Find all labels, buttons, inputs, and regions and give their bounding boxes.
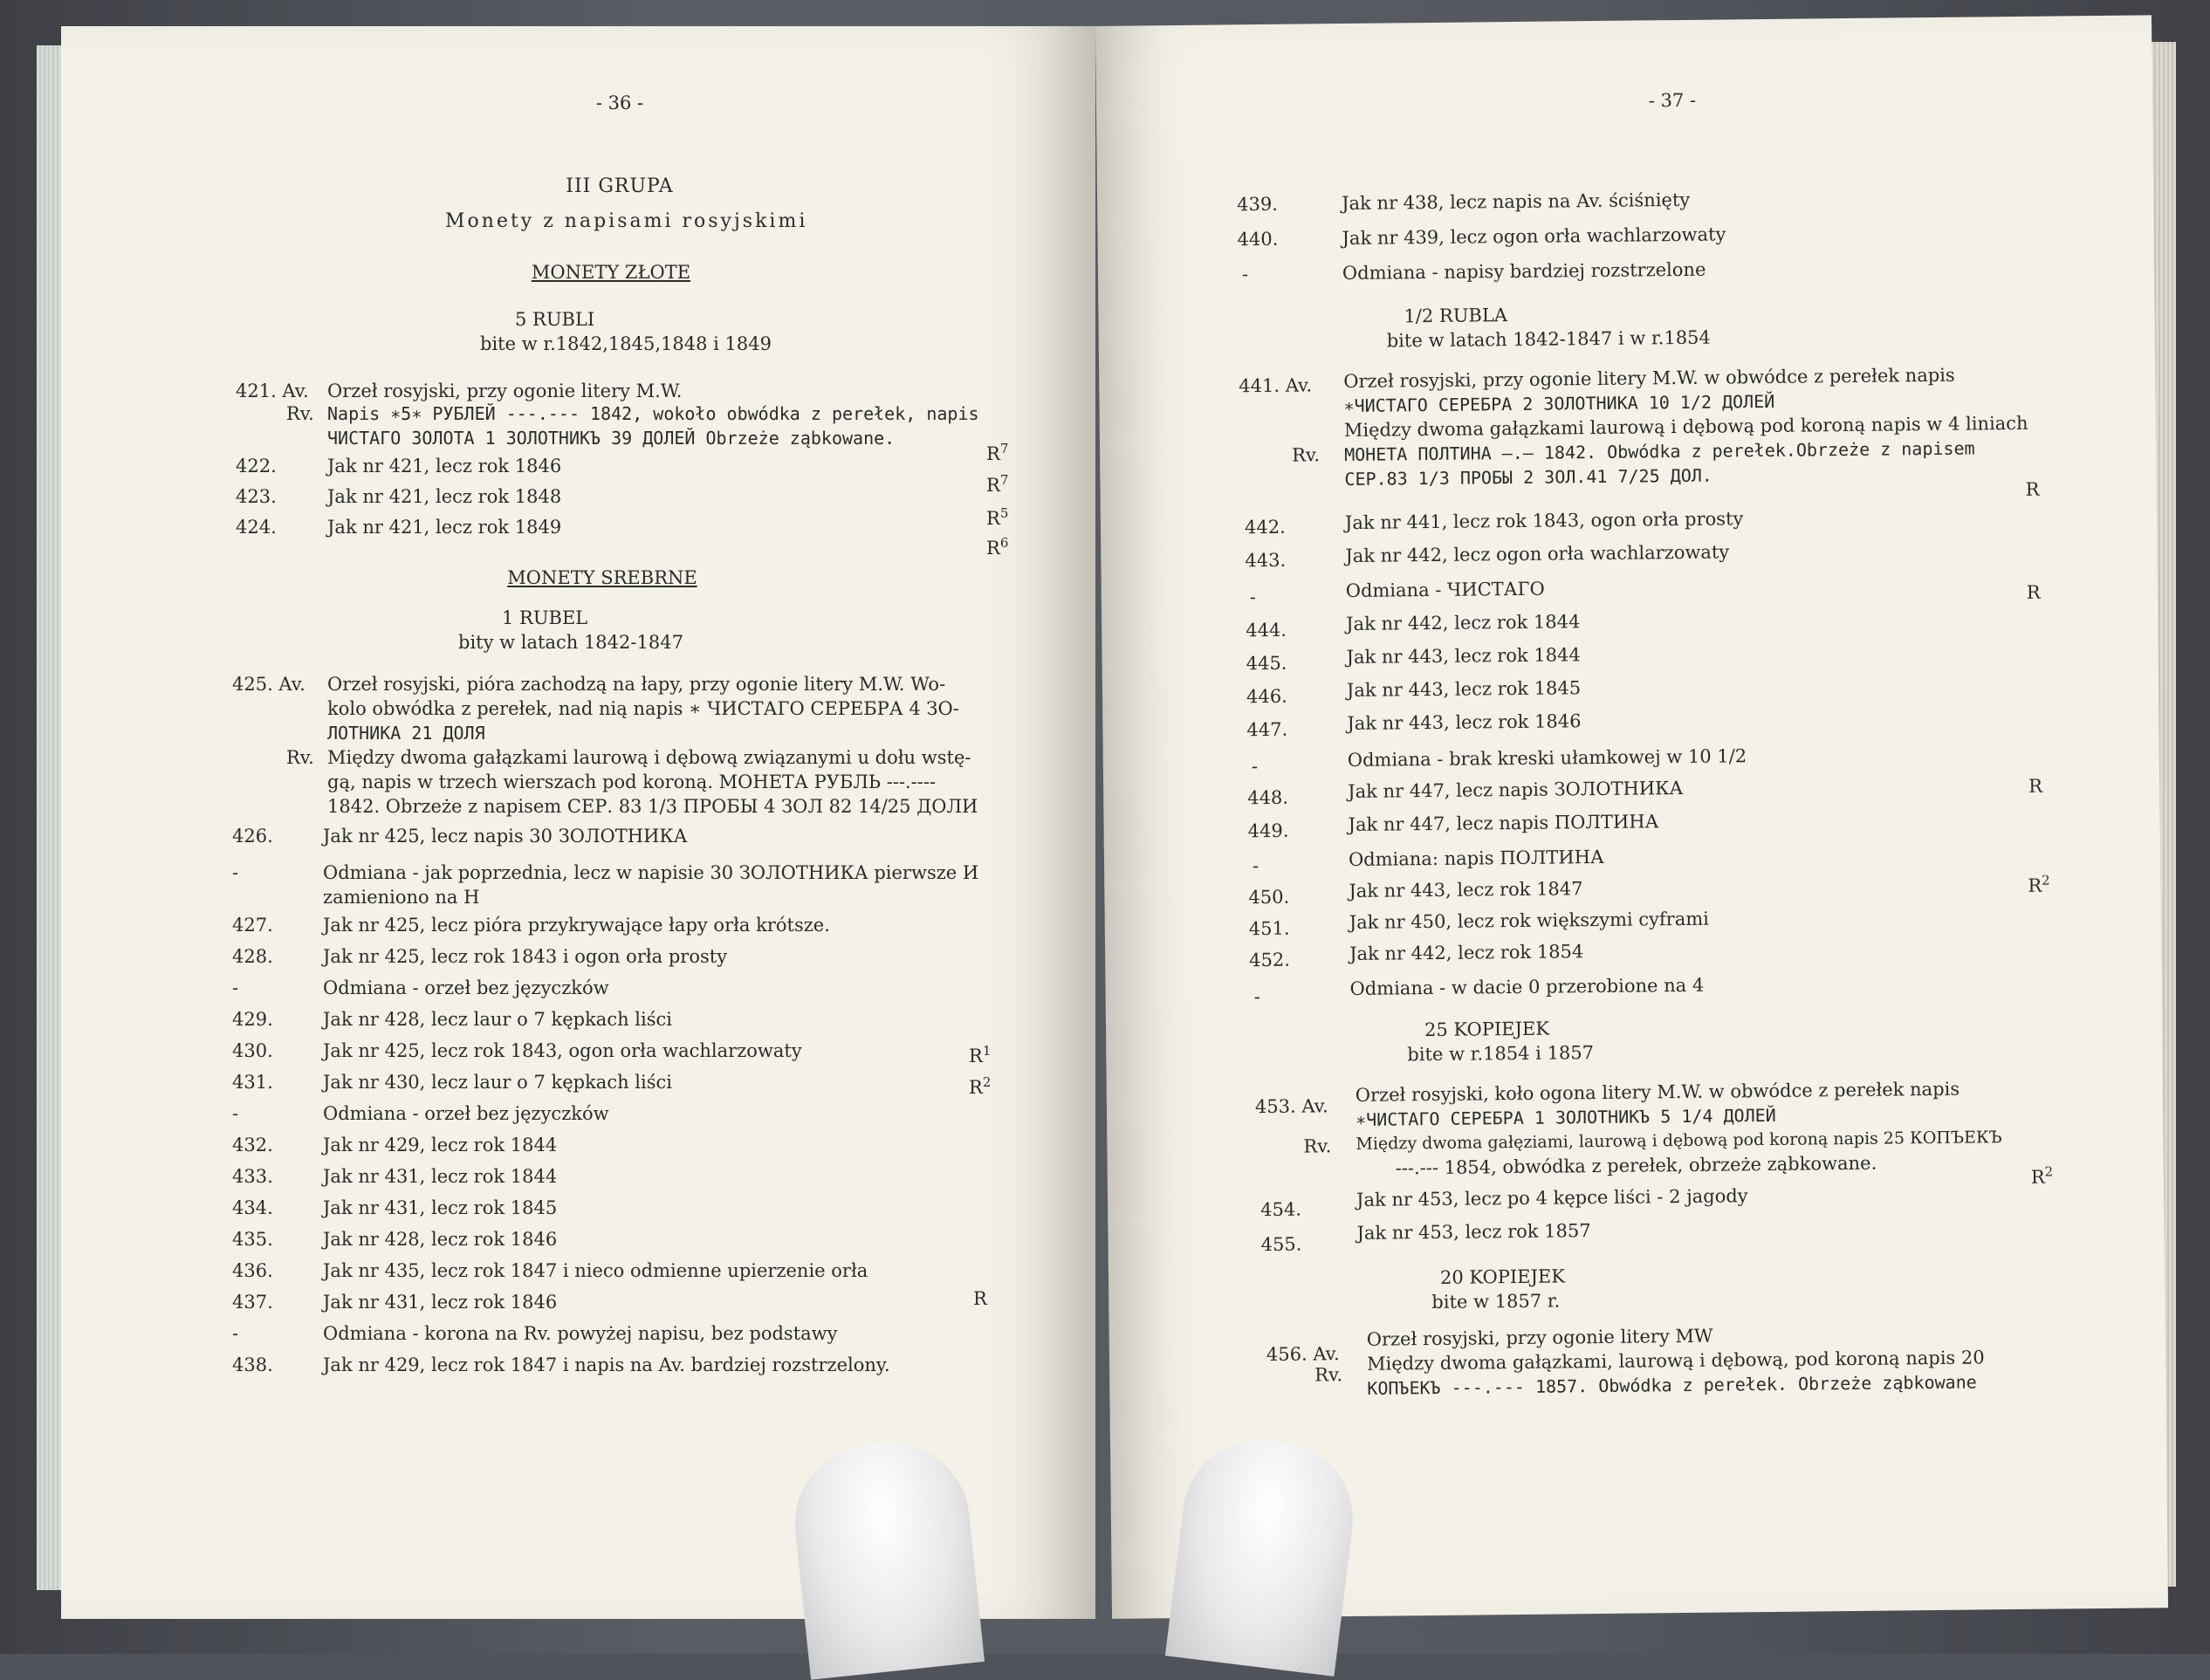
entry-text: Jak nr 447, lecz napis ПОЛТИНА [1348,811,1659,836]
entry-number: 425. Av. [232,674,305,695]
entry-number: Rv. [286,403,314,424]
entry-number: 438. [232,1354,273,1375]
entry-text: zamieniono na H [323,887,480,908]
entry-text: gą, napis w trzech wierszach pod koroną. МОНЕТА РУБЛЬ ---.---- [327,771,937,792]
rarity-mark: R [973,1288,987,1309]
rarity-mark: $R^7$ [986,472,1009,496]
entry-text: Jak nr 425, lecz rok 1843 i ogon orła prosty [323,946,728,967]
entry-text: Orzeł rosyjski, przy ogonie litery MW [1366,1325,1713,1350]
entry-text: Odmiana - ЧИСТАГО [1345,578,1545,602]
entry-text: Jak nr 442, lecz rok 1844 [1346,611,1581,635]
entry-text: Jak nr 431, lecz rok 1846 [323,1292,558,1313]
entry-text: Jak nr 450, lecz rok większymi cyframi [1349,908,1710,934]
entry-number: 450. [1248,886,1290,909]
entry-number: 428. [232,946,273,967]
entry-text: Między dwoma gałęziami, laurową i dębową pod koroną napis 25 КОПЪЕКЪ [1356,1128,2002,1154]
entry-text: ЛОТНИКА 21 ДОЛЯ [327,723,485,744]
entry-number: Rv. [1292,444,1321,466]
entry-text: Odmiana: napis ПОЛТИНА [1348,846,1604,871]
entry-text: Odmiana - jak poprzednia, lecz w napisie 30 ЗОЛОТНИКА pierwsze И [323,862,979,883]
entry-text: Między dwoma gałązkami laurową i dębową związanymi u dołu wstę- [327,747,971,768]
rarity-mark: R [2028,775,2043,797]
entry-number: 422. [236,456,277,477]
entry-text: Jak nr 421, lecz rok 1846 [327,456,562,477]
entry-text: СЕР.83 1/3 ПРОБЫ 2 ЗОЛ.41 7/25 ДОЛ. [1344,464,1712,490]
minting-years: bite w r.1854 i 1857 [1407,1042,1595,1066]
entry-text: Jak nr 425, lecz pióra przykrywające łapy orła krótsze. [323,915,830,936]
entry-text: МОНЕТА ПОЛТИНА —.— 1842. Obwódka z perełek.Obrzeże z napisem [1344,437,1975,466]
entry-text: Jak nr 443, lecz rok 1847 [1349,878,1583,902]
entry-number: 431. [232,1072,273,1093]
entry-text: Jak nr 429, lecz rok 1844 [323,1135,558,1155]
entry-number: 424. [236,517,277,538]
entry-text: Między dwoma gałązkami, laurową i dębową, pod koroną napis 20 [1366,1347,1985,1375]
entry-text: Odmiana - w dacie 0 przerobione na 4 [1349,974,1705,1000]
entry-number: 452. [1249,949,1291,971]
denomination-heading: 1 RUBEL [502,607,588,628]
entry-number: - [232,1323,239,1344]
entry-number: 429. [232,1009,273,1030]
entry-number: 423. [236,486,277,507]
entry-text: Jak nr 453, lecz po 4 kępce liści - 2 jagody [1356,1185,1748,1210]
rarity-mark: $R^2$ [2030,1163,2054,1188]
denomination-heading: 20 KOPIEJEK [1439,1265,1566,1288]
denomination-heading: 5 RUBLI [515,309,595,330]
entry-number: 430. [232,1040,273,1061]
entry-text: kolo obwódka z perełek, nad nią napis ∗ ЧИСТАГО СЕРЕБРА 4 ЗО- [327,698,959,719]
entry-text: Orzeł rosyjski, koło ogona litery M.W. w obwódce z perełek napis [1355,1078,1960,1106]
rarity-mark: R [2026,581,2041,603]
section-heading: MONETY SREBRNE [507,567,697,588]
entry-text: Między dwoma gałązkami laurową i dębową pod koroną napis w 4 liniach [1343,412,2028,442]
entry-number: 456. Av. [1266,1343,1340,1366]
rarity-mark: $R^7$ [986,441,1009,464]
entry-number: 426. [232,826,273,847]
entry-text: Jak nr 428, lecz rok 1846 [323,1229,558,1250]
entry-text: Jak nr 430, lecz laur o 7 kępkach liści [323,1072,672,1093]
entry-number: 436. [232,1260,273,1281]
entry-number: - [1249,586,1257,608]
entry-text: Jak nr 428, lecz laur o 7 kępkach liści [323,1009,672,1030]
minting-years: bite w latach 1842-1847 i w r.1854 [1386,326,1711,352]
entry-text: Jak nr 453, lecz rok 1857 [1356,1220,1591,1244]
entry-number: 427. [232,915,273,936]
entry-text: Jak nr 439, lecz ogon orła wachlarzowaty [1342,223,1726,250]
entry-text: Jak nr 443, lecz rok 1844 [1346,644,1581,669]
section-heading: MONETY ZŁOTE [531,262,691,283]
entry-number: 455. [1260,1233,1302,1256]
entry-number: 433. [232,1166,273,1187]
entry-text: Orzeł rosyjski, przy ogonie litery M.W. [327,381,683,401]
entry-number: 444. [1246,619,1287,641]
entry-number: 441. Av. [1239,374,1313,397]
entry-text: Jak nr 435, lecz rok 1847 i nieco odmienne upierzenie orła [323,1260,868,1281]
left-page [61,26,1095,1619]
entry-number: Rv. [1303,1135,1332,1157]
entry-number: Rv. [286,747,314,768]
entry-text: ЧИСТАГО ЗОЛОТА 1 ЗОЛОТНИКЪ 39 ДОЛЕЙ Obrzeże ząbkowane. [327,428,896,449]
group-title: III GRUPA [566,175,674,197]
rarity-mark: $R^2$ [2028,872,2050,896]
entry-number: 454. [1260,1198,1302,1221]
entry-number: - [1251,756,1259,778]
entry-number: - [232,1103,239,1124]
entry-number: 451. [1248,917,1290,940]
rarity-mark: $R^1$ [969,1043,992,1066]
entry-text: ∗ЧИСТАГО СЕРЕБРА 2 ЗОЛОТНИКА 10 1/2 ДОЛЕЙ [1343,390,1775,417]
entry-number: 421. Av. [236,381,309,401]
entry-text: КОПЪЕКЪ ---.--- 1857. Obwódka z perełek. Obrzeże ząbkowane [1367,1371,1977,1399]
entry-number: - [1241,264,1249,285]
entry-text: 1842. Obrzeże z napisem СЕР. 83 1/3 ПРОБЫ 4 ЗОЛ 82 14/25 ДОЛИ [327,796,978,817]
entry-text: Jak nr 438, lecz napis na Av. ściśnięty [1342,189,1691,215]
rarity-mark: R [2025,478,2040,500]
entry-number: - [1253,986,1260,1008]
entry-text: ---.--- 1854, obwódka z perełek, obrzeże ząbkowane. [1395,1152,1877,1179]
entry-number: 440. [1237,228,1279,250]
group-subtitle: Monety z napisami rosyjskimi [445,210,808,232]
entry-number: 443. [1245,549,1287,572]
entry-number: 432. [232,1135,273,1155]
entry-number: 447. [1246,718,1288,741]
page-number: - 37 - [1648,89,1697,112]
entry-number: - [232,862,239,883]
entry-number: 439. [1237,193,1279,216]
entry-number: 434. [232,1197,273,1218]
entry-text: Jak nr 443, lecz rok 1846 [1347,710,1582,735]
entry-text: Odmiana - orzeł bez języczków [323,977,609,998]
rarity-mark: $R^5$ [986,505,1009,529]
entry-text: Jak nr 431, lecz rok 1844 [323,1166,558,1187]
entry-number: 442. [1244,516,1286,538]
entry-text: Odmiana - brak kreski ułamkowej w 10 1/2 [1347,745,1747,771]
denomination-heading: 25 KOPIEJEK [1424,1018,1550,1041]
entry-text: ∗ЧИСТАГО СЕРЕБРА 1 ЗОЛОТНИКЪ 5 1/4 ДОЛЕЙ [1356,1104,1776,1130]
entry-number: 449. [1247,819,1289,842]
rarity-mark: $R^2$ [969,1074,992,1098]
entry-text: Jak nr 429, lecz rok 1847 i napis na Av. bardziej rozstrzelony. [323,1354,890,1375]
entry-text: Jak nr 425, lecz rok 1843, ogon orła wachlarzowaty [323,1040,802,1061]
minting-years: bite w 1857 r. [1431,1290,1561,1313]
entry-text: Jak nr 441, lecz rok 1843, ogon orła prosty [1344,508,1744,534]
entry-text: Jak nr 425, lecz napis 30 ЗОЛОТНИКА [323,826,688,847]
entry-number: 437. [232,1292,273,1313]
entry-number: 448. [1247,786,1289,809]
entry-text: Jak nr 431, lecz rok 1845 [323,1197,558,1218]
entry-number: 435. [232,1229,273,1250]
entry-number: 446. [1246,685,1287,708]
entry-text: Odmiana - napisy bardziej rozstrzelone [1342,258,1706,285]
entry-text: Jak nr 442, lecz rok 1854 [1349,941,1584,965]
entry-text: Orzeł rosyjski, pióra zachodzą na łapy, przy ogonie litery M.W. Wo- [327,674,946,695]
entry-number: 445. [1246,652,1287,675]
entry-text: Jak nr 447, lecz napis ЗОЛОТНИКА [1348,777,1684,803]
minting-years: bite w r.1842,1845,1848 i 1849 [480,333,772,354]
entry-text: Jak nr 442, lecz ogon orła wachlarzowaty [1345,541,1730,567]
entry-number: Rv. [1314,1364,1343,1386]
right-page [1095,15,2168,1619]
minting-years: bity w latach 1842-1847 [458,632,683,653]
rarity-mark: $R^6$ [986,535,1009,559]
entry-text: Napis ∗5∗ РУБЛЕЙ ---.--- 1842, wokoło obwódka z perełek, napis [327,403,979,424]
entry-number: - [1252,855,1259,877]
page-number: - 36 - [595,93,644,113]
entry-text: Odmiana - orzeł bez języczków [323,1103,609,1124]
denomination-heading: 1/2 RUBLA [1404,305,1508,327]
entry-text: Jak nr 421, lecz rok 1849 [327,517,562,538]
entry-text: Jak nr 443, lecz rok 1845 [1346,677,1582,702]
entry-number: - [232,977,239,998]
entry-text: Jak nr 421, lecz rok 1848 [327,486,562,507]
entry-text: Odmiana - korona na Rv. powyżej napisu, bez podstawy [323,1323,838,1344]
entry-text: Orzeł rosyjski, przy ogonie litery M.W. w obwódce z perełek napis [1343,364,1955,393]
entry-number: 453. Av. [1254,1095,1328,1118]
